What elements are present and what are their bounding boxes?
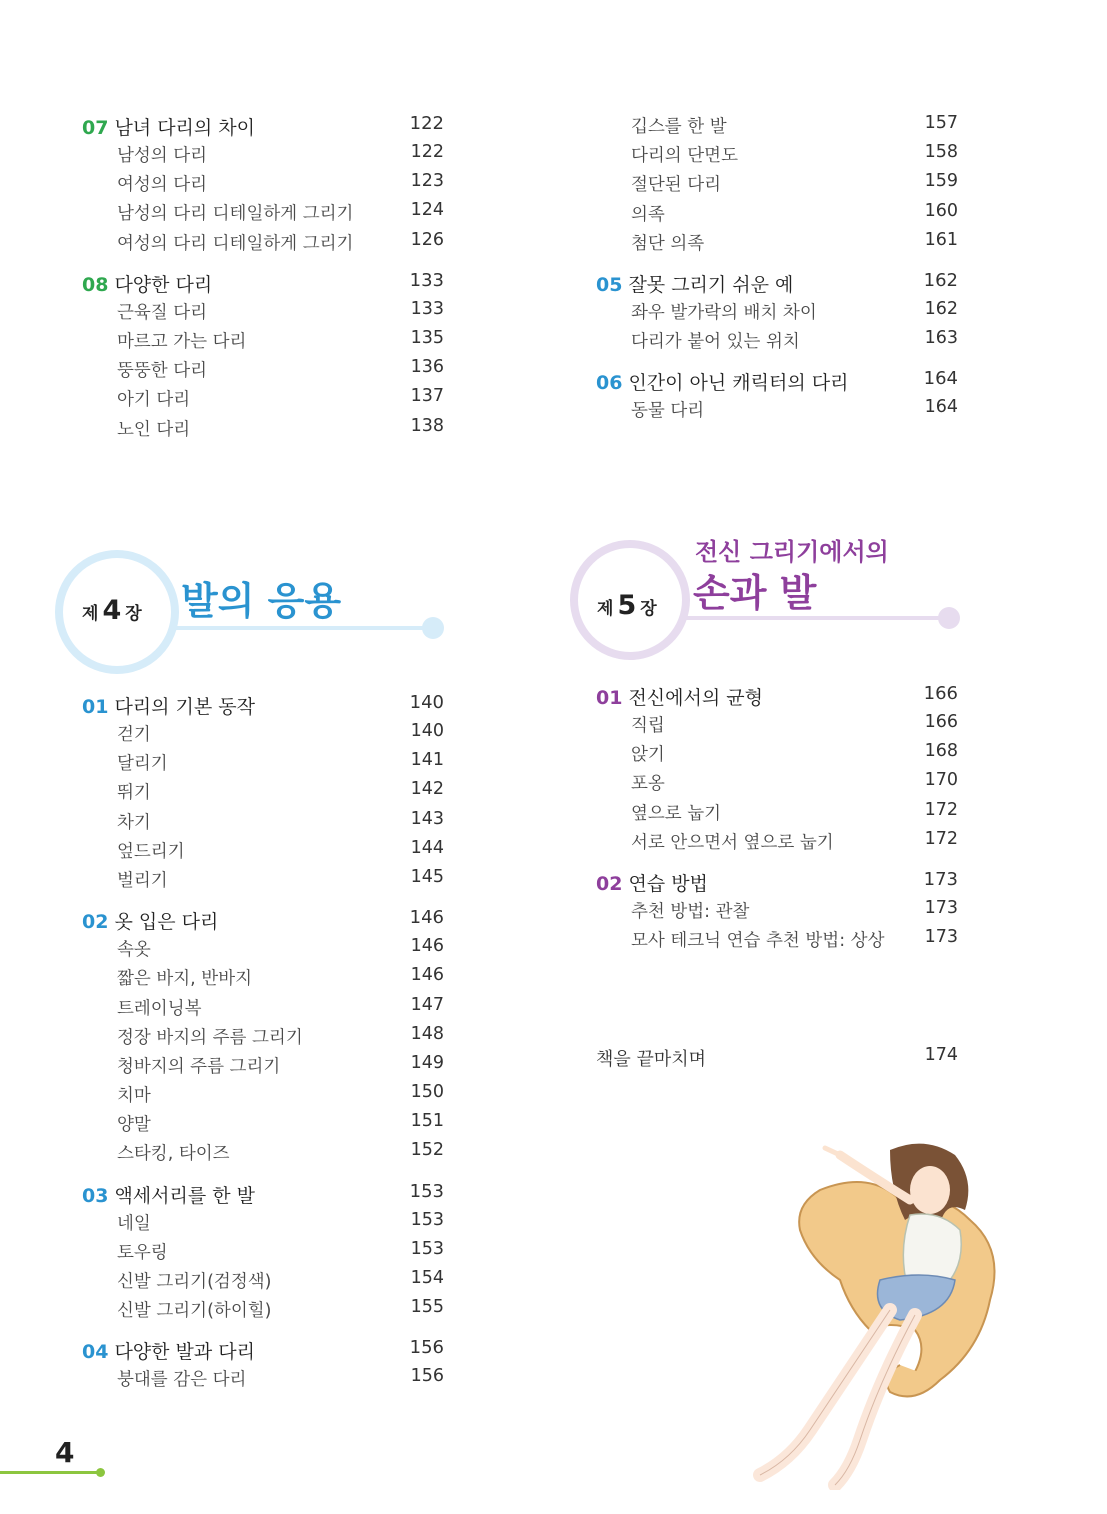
toc-item-page: 141: [410, 750, 444, 771]
chapter-suffix: 장: [125, 604, 142, 624]
toc-section-title: [596, 683, 958, 712]
toc-item: [82, 838, 444, 867]
toc-item: [596, 299, 958, 328]
toc-section-label: 옷 입은 다리: [114, 911, 219, 934]
toc-item-label: 속옷: [117, 940, 151, 961]
toc-section-page: 166: [923, 683, 958, 704]
toc-item: [596, 770, 958, 799]
toc-item-page: 145: [410, 866, 444, 887]
toc-item-label: 스타킹, 타이즈: [117, 1144, 230, 1165]
toc-item: [596, 113, 958, 142]
chapter4-label: [82, 595, 142, 626]
toc-section-label: 연습 방법: [628, 872, 708, 895]
toc-section-number: 01: [596, 687, 623, 709]
toc-item-page: 137: [410, 386, 444, 407]
toc-section-number: 06: [596, 372, 623, 395]
toc-item: [596, 898, 958, 927]
toc-item-page: 173: [924, 927, 958, 948]
toc-item: [82, 1024, 444, 1053]
toc-item-label: 다리의 단면도: [631, 146, 738, 167]
toc-item-page: 170: [924, 770, 958, 791]
toc-item: [596, 328, 958, 357]
toc-item-page: 155: [410, 1297, 444, 1318]
chapter-prefix: 제: [82, 604, 99, 624]
toc-item-label: 남성의 다리 디테일하게 그리기: [117, 204, 354, 225]
footer-dot: [96, 1468, 105, 1477]
toc-item: [82, 779, 444, 808]
toc-section-label: 인간이 아닌 캐릭터의 다리: [628, 372, 849, 395]
toc-section-number: 03: [82, 1184, 109, 1207]
toc-section-title: [596, 869, 958, 898]
toc-item: [82, 936, 444, 965]
toc-item: [82, 171, 444, 200]
toc-item: [82, 995, 444, 1024]
toc-section-page: 153: [409, 1180, 444, 1202]
chapter4-line-dot: [422, 617, 444, 639]
toc-item-label: 신발 그리기(하이힐): [117, 1301, 272, 1322]
toc-item: [82, 750, 444, 779]
toc-item-page: 172: [924, 799, 958, 820]
toc-item-label: 여성의 다리: [117, 175, 208, 196]
toc-section-number: 02: [82, 911, 109, 934]
toc-item-page: 143: [410, 808, 444, 829]
toc-item-label: 남성의 다리: [117, 146, 208, 166]
toc-item-label: 절단된 다리: [631, 175, 722, 196]
toc-item-label: 다리가 붙어 있는 위치: [631, 332, 800, 353]
toc-item-page: 158: [924, 142, 958, 163]
toc-section-number: 07: [82, 117, 109, 139]
toc-item: [82, 1053, 444, 1082]
toc-item: [596, 171, 958, 200]
toc-item: [82, 1268, 444, 1297]
toc-right-top: [596, 113, 958, 427]
toc-item-page: 162: [924, 298, 958, 319]
toc-item: [82, 1210, 444, 1239]
toc-item-label: 벌리기: [117, 870, 168, 891]
toc-item-page: 136: [410, 357, 444, 378]
toc-section-page: 146: [409, 907, 444, 929]
toc-left-top: [82, 113, 444, 445]
toc-item-page: 152: [410, 1140, 444, 1161]
toc-item: [82, 809, 444, 838]
toc-item-page: 147: [410, 994, 444, 1015]
toc-section-page: 122: [409, 113, 444, 134]
toc-section-title: [82, 907, 444, 936]
toc-item-label: 청바지의 주름 그리기: [117, 1056, 281, 1077]
toc-item: [82, 1366, 444, 1395]
toc-item: [596, 829, 958, 858]
toc-section-title: [596, 270, 958, 299]
toc-section-label: 액세서리를 한 발: [114, 1184, 256, 1207]
chapter5-line-dot: [938, 607, 960, 629]
toc-item-page: 126: [410, 229, 444, 250]
toc-item-label: 토우링: [117, 1242, 168, 1263]
toc-item-label: 네일: [117, 1213, 151, 1234]
toc-item-page: 163: [924, 328, 958, 349]
toc-item-label: 뚱뚱한 다리: [117, 361, 208, 382]
page-number: 4: [55, 1436, 75, 1469]
toc-section-title: [82, 1181, 444, 1210]
toc-item-page: 123: [410, 171, 444, 192]
toc-item: [82, 1082, 444, 1111]
toc-item: [596, 927, 958, 956]
toc-section-label: 다양한 다리: [114, 273, 213, 296]
toc-item-label: 옆으로 눕기: [631, 803, 722, 824]
toc-item: [82, 142, 444, 171]
toc-item: [82, 200, 444, 229]
toc-item-label: 모사 테크닉 연습 추천 방법: 상상: [631, 931, 885, 952]
chapter5-label: [597, 590, 657, 621]
toc-item: [596, 142, 958, 171]
toc-item-label: 신발 그리기(검정색): [117, 1272, 272, 1292]
toc-item: [82, 721, 444, 750]
toc-item-label: 앉기: [631, 745, 665, 766]
toc-item-page: 138: [410, 415, 444, 436]
toc-item-page: 168: [924, 741, 958, 762]
toc-item-page: 166: [924, 712, 958, 732]
toc-item-page: 164: [924, 397, 958, 418]
toc-item: [596, 397, 958, 426]
toc-item: [82, 357, 444, 386]
chapter4-header: [55, 550, 455, 675]
ending-page: 174: [924, 1045, 958, 1065]
toc-item: [596, 741, 958, 770]
toc-item-label: 걷기: [117, 725, 151, 745]
toc-section-title: [82, 692, 444, 721]
toc-item-page: 142: [410, 779, 444, 800]
toc-section-title: [82, 1337, 444, 1366]
toc-item-page: 161: [924, 229, 958, 250]
footer-line: [0, 1471, 100, 1474]
toc-item-label: 직립: [631, 716, 665, 736]
toc-item-label: 첨단 의족: [631, 233, 705, 254]
chapter5-title-line1: 전신 그리기에서의: [695, 538, 889, 566]
toc-chapter5: [596, 683, 958, 956]
toc-item-label: 엎드리기: [117, 841, 185, 862]
chapter-number: 5: [617, 590, 637, 621]
chapter-prefix: 제: [597, 599, 614, 619]
toc-section-label: 남녀 다리의 차이: [114, 117, 256, 139]
toc-item: [82, 386, 444, 415]
toc-item-label: 근육질 다리: [117, 302, 208, 323]
toc-item-label: 치마: [117, 1086, 151, 1107]
toc-item: [82, 867, 444, 896]
toc-item-label: 짧은 바지, 반바지: [117, 969, 253, 990]
illustration-girl-on-giant-hand: [740, 1130, 1040, 1490]
toc-item: [82, 299, 444, 328]
chapter4-title: 발의 응용: [181, 579, 342, 623]
toc-section-page: 162: [923, 269, 958, 291]
toc-item-label: 양말: [117, 1115, 151, 1136]
toc-item: [596, 201, 958, 230]
toc-section-label: 다양한 발과 다리: [114, 1341, 256, 1364]
toc-item: [82, 1140, 444, 1169]
toc-item-label: 추천 방법: 관찰: [631, 901, 750, 922]
toc-item-page: 148: [410, 1023, 444, 1044]
chapter5-title-line2: 손과 발: [693, 571, 817, 615]
toc-item-label: 여성의 다리 디테일하게 그리기: [117, 233, 354, 254]
toc-item: [596, 800, 958, 829]
toc-item-label: 동물 다리: [631, 401, 705, 422]
toc-item-label: 노인 다리: [117, 419, 191, 440]
ending-label: 책을 끝마치며: [596, 1049, 707, 1070]
toc-section-number: 05: [596, 273, 623, 296]
toc-section-number: 02: [596, 872, 623, 895]
toc-section-number: 01: [82, 696, 109, 718]
toc-item-label: 아기 다리: [117, 390, 191, 411]
toc-item-label: 뛰기: [117, 783, 151, 804]
toc-item-label: 붕대를 감은 다리: [117, 1370, 247, 1391]
toc-item: [82, 416, 444, 445]
toc-section-number: 08: [82, 273, 109, 296]
toc-section-label: 전신에서의 균형: [628, 687, 763, 709]
toc-section-number: 04: [82, 1341, 109, 1364]
toc-item: [82, 1239, 444, 1268]
toc-item-label: 달리기: [117, 754, 168, 775]
toc-item-label: 차기: [117, 812, 151, 833]
toc-item-label: 포옹: [631, 774, 665, 795]
toc-ending: [596, 1045, 958, 1071]
toc-item-page: 154: [410, 1268, 444, 1288]
toc-item-page: 159: [924, 171, 958, 192]
toc-item: [82, 328, 444, 357]
toc-item: [82, 230, 444, 259]
toc-section-title: [596, 368, 958, 397]
toc-section-page: 156: [409, 1337, 444, 1359]
chapter4-line: [173, 626, 435, 630]
toc-item-label: 트레이닝복: [117, 998, 202, 1019]
toc-item-page: 156: [410, 1366, 444, 1387]
toc-item: [82, 1111, 444, 1140]
toc-item-page: 149: [410, 1052, 444, 1073]
toc-item: [596, 712, 958, 741]
toc-item-page: 153: [410, 1209, 444, 1230]
toc-item-page: 150: [410, 1082, 444, 1103]
toc-section-page: 164: [923, 368, 958, 390]
toc-item-page: 172: [924, 828, 958, 849]
toc-item-page: 151: [410, 1111, 444, 1132]
toc-section-page: 140: [409, 692, 444, 713]
toc-item-label: 좌우 발가락의 배치 차이: [631, 302, 817, 323]
toc-item-page: 124: [410, 200, 444, 221]
toc-item-page: 133: [410, 298, 444, 319]
chapter-suffix: 장: [640, 599, 657, 619]
toc-item-page: 160: [924, 200, 958, 221]
toc-item-label: 깁스를 한 발: [631, 117, 727, 137]
toc-right-sections: [596, 270, 958, 427]
toc-item-page: 173: [924, 897, 958, 918]
toc-section-title: [82, 113, 444, 142]
toc-item-page: 122: [410, 142, 444, 162]
toc-item-label: 서로 안으면서 옆으로 눕기: [631, 832, 834, 853]
toc-item: [82, 965, 444, 994]
toc-item-page: 146: [410, 936, 444, 957]
toc-section-page: 133: [409, 269, 444, 291]
toc-item-page: 146: [410, 965, 444, 986]
toc-section-page: 173: [923, 868, 958, 890]
toc-item-label: 마르고 가는 다리: [117, 331, 247, 352]
chapter-number: 4: [102, 595, 122, 626]
toc-section-label: 다리의 기본 동작: [114, 696, 256, 718]
toc-item-page: 157: [924, 113, 958, 133]
toc-chapter4: [82, 692, 444, 1396]
toc-section-title: [82, 270, 444, 299]
toc-item-label: 정장 바지의 주름 그리기: [117, 1027, 303, 1048]
toc-item-page: 140: [410, 721, 444, 741]
toc-section-label: 잘못 그리기 쉬운 예: [628, 273, 794, 296]
toc-item: [82, 1297, 444, 1326]
toc-item-page: 144: [410, 837, 444, 858]
toc-item-page: 153: [410, 1238, 444, 1259]
toc-item-page: 135: [410, 327, 444, 348]
chapter5-header: [570, 530, 970, 665]
toc-item-label: 의족: [631, 204, 665, 225]
toc-item: [596, 230, 958, 259]
